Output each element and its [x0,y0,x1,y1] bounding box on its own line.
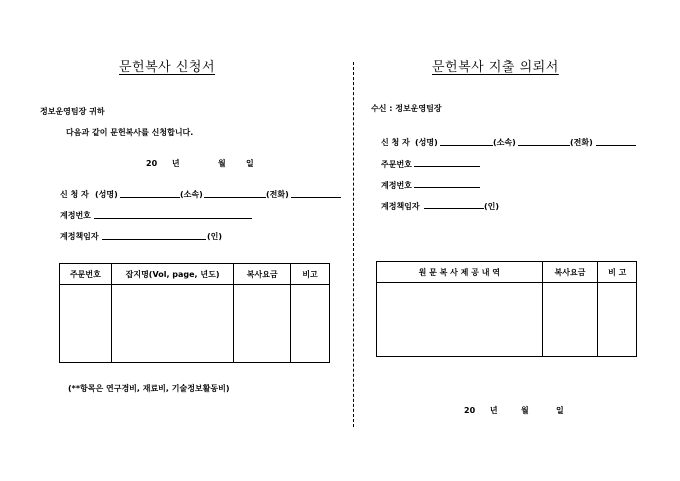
right-table-header: 복사요금 [542,262,598,283]
right-date-year: 20 년 [464,406,498,415]
right-account-no-field[interactable] [414,187,480,188]
right-applicant-affiliation-label: (소속) [493,138,516,147]
left-form-title: 문헌복사 신청서 [119,60,216,75]
right-date-day: 일 [556,406,564,415]
right-form-title: 문헌복사 지출 의뢰서 [432,60,559,75]
right-seal-label: (인) [484,202,500,211]
right-account-no-label: 계정번호 [381,181,412,190]
left-table-cell[interactable] [234,285,291,363]
left-account-no-label: 계정번호 [60,211,91,220]
right-table-header: 비 고 [598,262,637,283]
right-applicant-name-label: (성명) [415,138,438,147]
right-applicant-phone-field[interactable] [596,145,636,146]
left-date-day: 일 [246,159,254,168]
left-applicant-phone-field[interactable] [291,197,341,198]
left-applicant-affiliation-field[interactable] [204,197,266,198]
right-applicant-label: 신 청 자 [381,138,410,147]
left-applicant-label: 신 청 자 [60,190,89,199]
left-seal-label: (인) [207,232,223,241]
right-applicant-affiliation-field[interactable] [518,145,570,146]
left-applicant-name-label: (성명) [95,190,118,199]
right-applicant-phone-label: (전화) [570,138,593,147]
left-date-month: 월 [218,159,226,168]
right-copy-table [376,261,637,357]
left-order-table [59,263,330,363]
left-table-cell[interactable] [291,285,330,363]
left-table-header: 주문번호 [60,264,112,285]
left-table-cell[interactable] [111,285,234,363]
left-account-manager-field[interactable] [102,239,206,240]
left-applicant-affiliation-label: (소속) [180,190,203,199]
right-account-manager-field[interactable] [424,208,484,209]
left-applicant-phone-label: (전화) [266,190,289,199]
right-account-manager-label: 계정책임자 [381,202,420,211]
right-applicant-name-field[interactable] [440,145,493,146]
left-date-year: 20 년 [146,159,180,168]
right-recipient: 수신 : 정보운영팀장 [371,104,442,113]
right-order-no-label: 주문번호 [381,160,412,169]
left-table-cell[interactable] [60,285,112,363]
left-table-header: 잡지명(Vol, page, 년도) [111,264,234,285]
cut-line-divider [353,62,354,427]
right-table-cell[interactable] [377,283,543,357]
right-table-cell[interactable] [598,283,637,357]
right-table-cell[interactable] [542,283,598,357]
left-account-no-field[interactable] [94,218,252,219]
left-table-header: 비고 [291,264,330,285]
right-date-month: 월 [521,406,529,415]
left-table-header: 복사요금 [234,264,291,285]
right-table-header: 원 문 복 사 제 공 내 역 [377,262,543,283]
left-footnote: (**항목은 연구경비, 재료비, 기술정보활동비) [68,384,230,393]
left-recipient: 정보운영팀장 귀하 [40,107,105,116]
left-applicant-name-field[interactable] [120,197,180,198]
left-intro: 다음과 같이 문헌복사를 신청합니다. [66,128,194,137]
right-order-no-field[interactable] [414,166,480,167]
left-account-manager-label: 계정책임자 [60,232,99,241]
